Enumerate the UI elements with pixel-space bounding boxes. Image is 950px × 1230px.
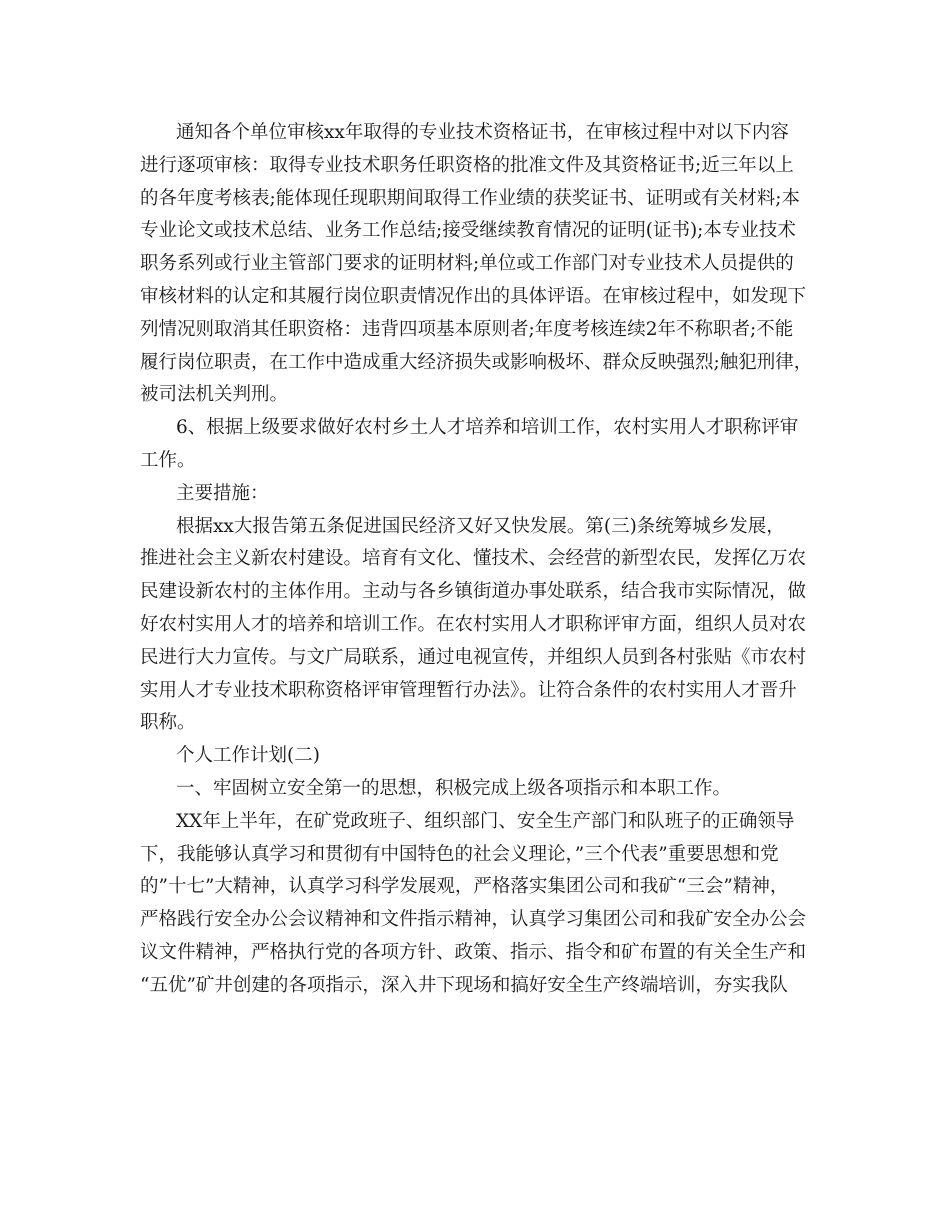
text-line: 审核材料的认定和其履行岗位职责情况作出的具体评语。在审核过程中，如发现下	[140, 285, 807, 307]
text-line: 一、牢固树立安全第一的思想，积极完成上级各项指示和本职工作。	[176, 777, 732, 799]
text-line: 履行岗位职责，在工作中造成重大经济损失或影响极坏、群众反映强烈;触犯刑律，	[140, 351, 813, 373]
text-line: “五优”矿井创建的各项指示，深入井下现场和搞好安全生产终端培训，夯实我队	[140, 974, 788, 996]
text-line: 工作。	[140, 449, 196, 471]
text-line: 推进社会主义新农村建设。培育有文化、懂技术、会经营的新型农民，发挥亿万农	[140, 548, 807, 570]
text-line: 实用人才专业技术职称资格评审管理暂行办法》。让符合条件的农村实用人才晋升	[140, 679, 797, 701]
text-line: 的各年度考核表;能体现任现职期间取得工作业绩的获奖证书、证明或有关材料;本	[140, 187, 800, 209]
text-line: 民进行大力宣传。与文广局联系，通过电视宣传，并组织人员到各村张贴《市农村	[140, 646, 807, 668]
text-line: 列情况则取消其任职资格：违背四项基本原则者;年度考核连续2年不称职者;不能	[140, 318, 794, 340]
section-heading-work-plan-2	[140, 740, 820, 773]
paragraph-qualification-review	[140, 117, 820, 412]
text-line: XX年上半年，在矿党政班子、组织部门、安全生产部门和队班子的正确领导	[176, 810, 795, 832]
document-body	[140, 117, 820, 1003]
text-line: 的”十七”大精神，认真学习科学发展观，严格落实集团公司和我矿“三会”精神，	[140, 876, 789, 898]
text-line: 根据xx大报告第五条促进国民经济又好又快发展。第(三)条统筹城乡发展，	[176, 515, 785, 537]
text-line: 职称。	[140, 712, 196, 734]
text-line: 6、根据上级要求做好农村乡土人才培养和培训工作，农村实用人才职称评审	[176, 417, 799, 439]
text-line: 通知各个单位审核xx年取得的专业技术资格证书，在审核过程中对以下内容	[176, 122, 789, 143]
text-line: 好农村实用人才的培养和培训工作。在农村实用人才职称评审方面，组织人员对农	[140, 613, 807, 635]
text-line: 民建设新农村的主体作用。主动与各乡镇街道办事处联系，结合我市实际情况，做	[140, 581, 807, 603]
text-line: 严格践行安全办公会议精神和文件指示精神，认真学习集团公司和我矿安全办公会	[140, 909, 807, 931]
paragraph-main-measures-heading	[140, 478, 820, 511]
text-line: 个人工作计划(二)	[176, 745, 320, 767]
text-line: 下，我能够认真学习和贯彻有中国特色的社会义理论，”三个代表”重要思想和党	[140, 843, 779, 865]
text-line: 专业论文或技术总结、业务工作总结;接受继续教育情况的证明(证书);本专业技术	[140, 220, 796, 242]
text-line: 议文件精神，严格执行党的各项方针、政策、指示、指令和矿布置的有关全生产和	[140, 941, 807, 963]
subheading-safety-first	[140, 773, 820, 806]
text-line: 被司法机关判刑。	[140, 384, 289, 406]
text-line: 进行逐项审核：取得专业技术职务任职资格的批准文件及其资格证书;近三年以上	[140, 154, 794, 176]
text-line: 主要措施：	[176, 482, 269, 504]
paragraph-rural-talent	[140, 412, 820, 478]
paragraph-main-measures	[140, 511, 820, 741]
paragraph-first-half-year	[140, 806, 820, 1003]
text-line: 职务系列或行业主管部门要求的证明材料;单位或工作部门对专业技术人员提供的	[140, 253, 794, 275]
